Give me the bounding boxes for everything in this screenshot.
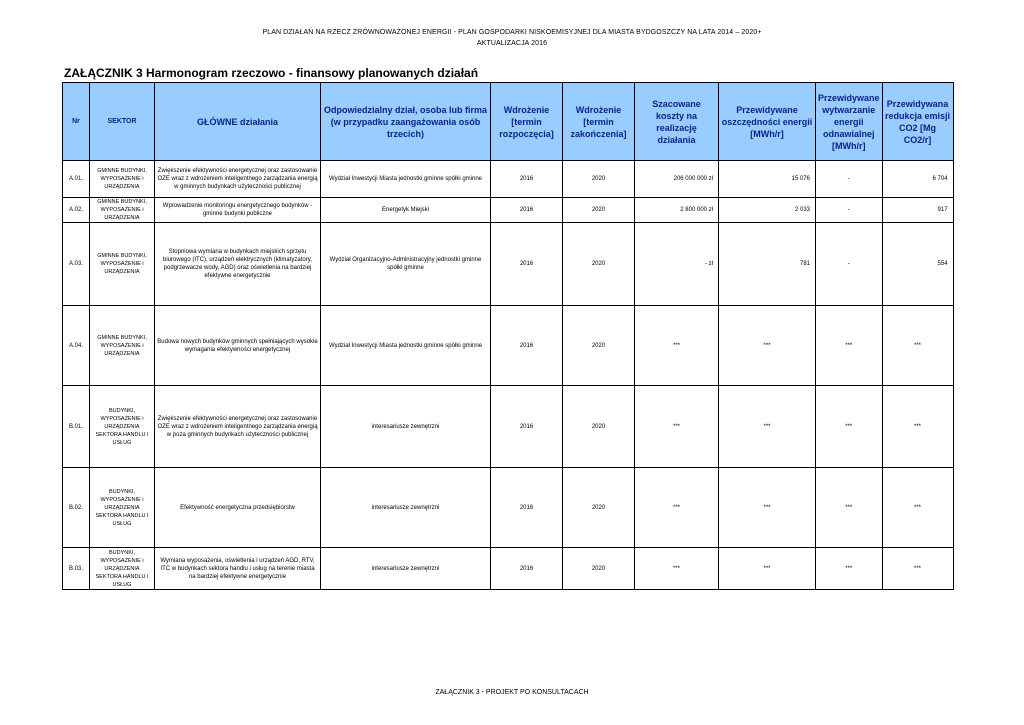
cell-koszt: 206 000 000 zł (635, 161, 719, 198)
cell-odpowiedzialny: Energetyk Miejski (321, 198, 491, 223)
cell-sektor: BUDYNKI, WYPOSAŻENIE i URZĄDZENIA SEKTORA HANDLU I USŁUG (90, 468, 155, 548)
cell-koniec: 2020 (563, 223, 635, 306)
cell-dzialanie: Budowa nowych budynków gminnych spełniających wysokie wymagania efektywności energetycznej (155, 306, 321, 386)
cell-oze: *** (816, 386, 883, 468)
col-header-start: Wdrożenie [termin rozpoczęcia] (491, 83, 563, 161)
cell-odpowiedzialny: Wydział Organizacyjno-Administracyjny jednostki gminne spółki gminne (321, 223, 491, 306)
table-row (63, 386, 954, 468)
cell-oze: - (816, 223, 883, 306)
cell-sektor: BUDYNKI, WYPOSAŻENIE i URZĄDZENIA SEKTORA HANDLU I USŁUG (90, 386, 155, 468)
cell-oszczednosci: *** (719, 306, 816, 386)
cell-dzialanie: Stopniowa wymiana w budynkach miejskich sprzętu biurowego (ITC), urządzeń elektrycznych (klimatyzatory, podgrzewacze wody, AGD) oraz oświetlenia na bardziej efektywne energetycznie (155, 223, 321, 306)
cell-oszczednosci: *** (719, 548, 816, 590)
cell-nr: B.02. (63, 468, 90, 548)
cell-koniec: 2020 (563, 306, 635, 386)
cell-koszt: *** (635, 548, 719, 590)
cell-sektor: GMINNE BUDYNKI, WYPOSAŻENIE i URZĄDZENIA (90, 306, 155, 386)
document-footer: ZAŁĄCZNIK 3 - PROJEKT PO KONSULTACACH (435, 689, 589, 696)
col-header-dzialania: GŁÓWNE działania (155, 83, 321, 161)
cell-koszt: *** (635, 468, 719, 548)
cell-redukcja: 6 704 (882, 161, 953, 198)
document-header-line2: AKTUALIZACJA 2016 (476, 40, 548, 47)
cell-redukcja: *** (882, 306, 953, 386)
table-row (63, 306, 954, 386)
cell-dzialanie: Zwiększenie efektywności energetycznej oraz zastosowanie OZE wraz z wdrożeniem inteligentnego zarządzania energią w poza gminnych budynkach użyteczności publicznej (155, 386, 321, 468)
cell-sektor: GMINNE BUDYNKI, WYPOSAŻENIE i URZĄDZENIA (90, 198, 155, 223)
cell-dzialanie: Wymiana wyposażenia, oświetlenia i urządzeń AGD, RTV, ITC w budynkach sektora handlu i usług na terenie miasta na bardziej efektywne energetycznie (155, 548, 321, 590)
col-header-oze: Przewidywane wytwarzanie energii odnawialnej [MWh/r] (816, 83, 883, 161)
col-header-nr: Nr (63, 83, 90, 161)
cell-sektor: BUDYNKI, WYPOSAŻENIE i URZĄDZENIA SEKTORA HANDLU I USŁUG (90, 548, 155, 590)
table-row (63, 468, 954, 548)
cell-koszt: *** (635, 306, 719, 386)
cell-start: 2016 (491, 198, 563, 223)
document-header-line1: PLAN DZIAŁAŃ NA RZECZ ZRÓWNOWAŻONEJ ENERGII - PLAN GOSPODARKI NISKOEMISYJNEJ DLA MIASTA BYDGOSZCZY NA LATA 2014 – 2020+ (262, 29, 762, 36)
cell-koniec: 2020 (563, 386, 635, 468)
table-row (63, 161, 954, 198)
cell-nr: A.01. (63, 161, 90, 198)
cell-redukcja: *** (882, 386, 953, 468)
cell-odpowiedzialny: Wydział Inwestycji Miasta jednostki gminne spółki gminne (321, 306, 491, 386)
cell-nr: A.04. (63, 306, 90, 386)
cell-oze: *** (816, 306, 883, 386)
cell-nr: A.03. (63, 223, 90, 306)
page-title: ZAŁĄCZNIK 3 Harmonogram rzeczowo - finansowy planowanych działań (64, 66, 479, 80)
cell-oszczednosci: *** (719, 468, 816, 548)
cell-odpowiedzialny: Wydział Inwestycji Miasta jednostki gminne spółki gminne (321, 161, 491, 198)
cell-koniec: 2020 (563, 468, 635, 548)
cell-redukcja: *** (882, 548, 953, 590)
cell-koniec: 2020 (563, 161, 635, 198)
col-header-redukcja: Przewidywana redukcja emisji CO2 [Mg CO2/r] (882, 83, 953, 161)
col-header-sektor: SEKTOR (90, 83, 155, 161)
col-header-koszty: Szacowane koszty na realizację działania (635, 83, 719, 161)
cell-oszczednosci: 781 (719, 223, 816, 306)
col-header-koniec: Wdrożenie [termin zakończenia] (563, 83, 635, 161)
table-row (63, 548, 954, 590)
cell-odpowiedzialny: interesariusze zewnętrzni (321, 468, 491, 548)
cell-koszt: *** (635, 386, 719, 468)
cell-oze: - (816, 198, 883, 223)
cell-start: 2016 (491, 306, 563, 386)
cell-sektor: GMINNE BUDYNKI, WYPOSAŻENIE i URZĄDZENIA (90, 161, 155, 198)
cell-odpowiedzialny: interesariusze zewnętrzni (321, 548, 491, 590)
cell-dzialanie: Efektywność energetyczna przedsiębiorstw (155, 468, 321, 548)
cell-odpowiedzialny: interesariusze zewnętrzni (321, 386, 491, 468)
cell-oszczednosci: 2 033 (719, 198, 816, 223)
cell-nr: B.01. (63, 386, 90, 468)
cell-redukcja: 554 (882, 223, 953, 306)
cell-oszczednosci: 15 076 (719, 161, 816, 198)
col-header-oszczednosci: Przewidywane oszczędności energii [MWh/r] (719, 83, 816, 161)
cell-start: 2016 (491, 161, 563, 198)
table-row (63, 198, 954, 223)
cell-sektor: GMINNE BUDYNKI, WYPOSAŻENIE i URZĄDZENIA (90, 223, 155, 306)
cell-dzialanie: Wprowadzenie monitoringu energetycznego budynków - gminne budynki publiczne (155, 198, 321, 223)
cell-oze: - (816, 161, 883, 198)
cell-koszt: - zł (635, 223, 719, 306)
cell-start: 2016 (491, 386, 563, 468)
cell-oszczednosci: *** (719, 386, 816, 468)
cell-redukcja: 917 (882, 198, 953, 223)
table-row (63, 223, 954, 306)
cell-koniec: 2020 (563, 198, 635, 223)
cell-koniec: 2020 (563, 548, 635, 590)
cell-nr: A.02. (63, 198, 90, 223)
table-header-row (63, 83, 954, 161)
schedule-table (62, 82, 954, 590)
cell-dzialanie: Zwiększenie efektywności energetycznej oraz zastosowanie OZE wraz z wdrożeniem inteligentnego zarządzania energią w gminnych budynkach użyteczności publicznej (155, 161, 321, 198)
cell-start: 2016 (491, 548, 563, 590)
cell-start: 2016 (491, 223, 563, 306)
cell-oze: *** (816, 548, 883, 590)
cell-koszt: 2 800 000 zł (635, 198, 719, 223)
cell-start: 2016 (491, 468, 563, 548)
cell-redukcja: *** (882, 468, 953, 548)
cell-oze: *** (816, 468, 883, 548)
col-header-odpowiedzialny: Odpowiedzialny dział, osoba lub firma (w przypadku zaangażowania osób trzecich) (321, 83, 491, 161)
cell-nr: B.03. (63, 548, 90, 590)
